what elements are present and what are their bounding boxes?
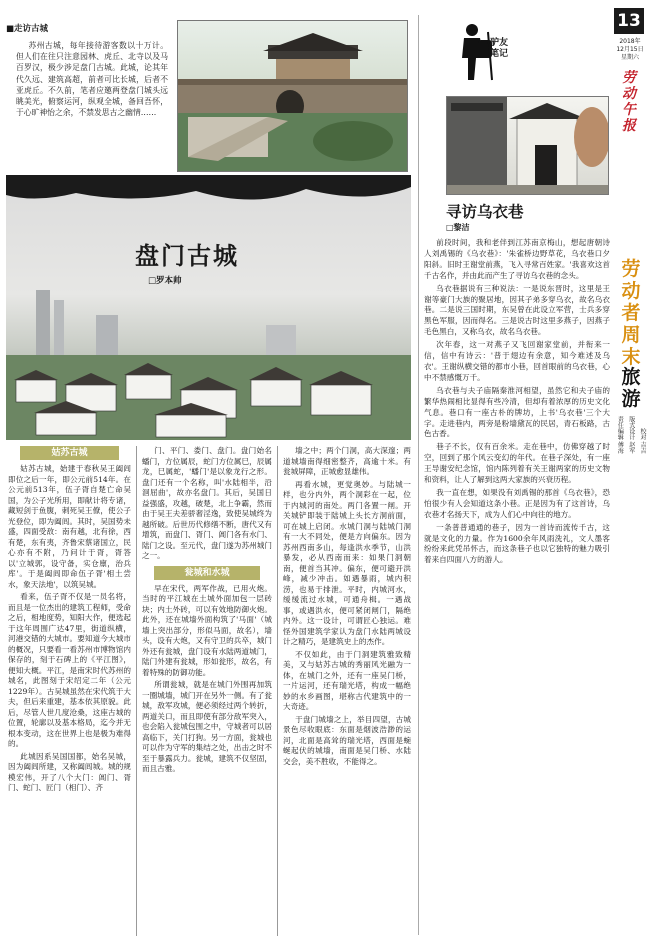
paragraph: 不仅如此，由于门洞建筑雅致精美，又与姑苏古城的秀丽风光融为一体，在城门之外，还有一座吴门桥，一片运河，还有瑞光塔，构成一幅绝妙的水乡画图，堪称古代建筑中的一大奇迹。 xyxy=(283,649,411,711)
paragraph: 乌衣巷与夫子庙隔秦淮河相望，虽然它和夫子庙的繁华热闹相比显得有些冷清，但却有着浓厚的历史文化气息。巷口有一座古朴的牌坊，上书'乌衣巷'三个大字。走进巷内，两旁是粉墙黛瓦的民居，青石板路，古色古香。 xyxy=(424,385,610,439)
hiker-badge xyxy=(456,22,516,92)
paragraph: 次年春，这一对燕子又飞回谢家堂前，并衔来一信，信中有诗云：'普于翅边有余意，知今难述及乌衣'。王谢纵横交错的都市小巷，回首眼前的乌衣巷，心中不禁感慨万千。 xyxy=(424,340,610,382)
column-label-line1: 驴友 xyxy=(490,38,509,48)
paragraph: 我一直在想，如果没有刘禹锡的那首《乌衣巷》，恐怕很少有人会知道这条小巷。正是因为有了这首诗，乌衣巷才名扬天下，成为人们心中向往的地方。 xyxy=(424,487,610,519)
column-label-line2: 笔记 xyxy=(490,49,509,59)
banner-photo xyxy=(6,175,411,440)
paragraph: 于盘门城墙之上，举目四望，古城景色尽收眼底：东面是烟波浩渺的运河，北面是高耸的瑞光塔，西面是蜿蜒起伏的城墙，南面是吴门桥、水陆交会，美不胜收，不能得之。 xyxy=(283,714,411,766)
article-column-1 xyxy=(8,446,131,796)
feature-byline: □罗本帅 xyxy=(148,276,182,286)
paragraph: 再看水城，更觉奥妙。与陆城一样，也分内外，两个洞彩在一起，位于内城河的南处。两门各置一闸。开关城铲即装于陆城上头长方洞前面，可在城上启闭。水城门洞与陆城门洞有一大不同处，便是方向偏东。因为苏州西南多山，每逢洪水季节，山洪暴发，必从西南而来：如果门洞朝南，便首当其冲。偏东，便可避开洪峰，减少冲击。如遇暴雨，城内积涝，也易于排泄。平时，内城河水，缓缓流过水城，可通舟楫。一遇战事，或遇洪水，便可紧闭闸门，隔绝内外。这一设计，可谓匠心独运。难怪外国建筑学家认为盘门水陆两城设计之精巧，是建筑史上的杰作。 xyxy=(283,479,411,646)
date-year: 2018年 xyxy=(619,38,641,45)
paragraph: 此城因系吴国国都，始名吴城，因为阖闾所建，又称阖闾城。城的规模宏伟，开了八个大门：阊门、胥门、蛇门、匠门（相门）、齐 xyxy=(8,751,131,792)
lane-photo xyxy=(446,96,609,195)
square-bullet-icon: ■ xyxy=(6,24,15,34)
subheading-gusu: 姑苏古城 xyxy=(20,446,119,460)
old-town-illustration xyxy=(6,175,411,440)
paragraph: 乌衣巷据说有三种说法：一是说东晋时，这里是王谢等豪门大族的聚居地，因其子弟多穿乌衣，故名乌衣巷。二是说三国时期，东吴曾在此设立军营，士兵多穿黑色军服，因而得名。三是说古时这里多燕子，因燕子毛色黑白，又称乌衣，故名乌衣巷。 xyxy=(424,283,610,337)
credit-design: 版式设计 赵军 xyxy=(627,416,635,454)
column-divider xyxy=(136,446,137,936)
article-column-2 xyxy=(142,446,272,777)
column-divider xyxy=(277,446,278,936)
city-gate-photo xyxy=(177,20,408,172)
paragraph: 巷子不长，仅有百余米。走在巷中，仿佛穿越了时空，回到了那个风云变幻的年代。在巷子深处，有一座王导谢安纪念馆，馆内陈列着有关王谢两家的历史文物和资料，让人了解到这两大家族的兴衰历程。 xyxy=(424,442,610,485)
credit-editor: 责任编辑 傅海 xyxy=(616,416,624,454)
lane-illustration xyxy=(447,97,608,194)
city-gate-illustration xyxy=(178,21,407,171)
page-number: 13 xyxy=(614,8,644,34)
paragraph: 早在宋代，两军作战，已用火炮。当时的平江城在土城外面加包一层砖块；内土外砖，可以有效地防御火炮。此外，还在城墙外面构筑了'马面'（城墙上突出部分，形似马面，故名），墙头，设有大炮，又有守卫的兵卒，城门外还有瓮城，盘门设有水陆两道城门，陆门外建有瓮城，形如瓮形，故名，有着特殊的防御功能。 xyxy=(142,583,272,677)
section-divider xyxy=(418,15,419,935)
paragraph: 所谓瓮城，就是在城门外围再加筑一圈城墙，城门开在另外一侧。有了瓮城，敌军攻城，便必须经过两个转折，两道关口，而且即使有部分敌军突入，也会陷入瓮城包围之中，守城者可以居高临下，关门打狗。另一方面，瓮城也可以作为守军的集结之处，出击之时不至于暴露兵力。瓮城，建筑不仅坚固，而且古雅。 xyxy=(142,680,272,773)
credit-proof: 校对 吉吉 xyxy=(639,428,647,454)
date-day: 12月15日 xyxy=(616,46,644,53)
credits xyxy=(614,416,648,456)
date-weekday: 星期六 xyxy=(620,54,639,61)
travel-title: 寻访乌衣巷 xyxy=(446,203,524,221)
issue-date xyxy=(612,38,648,62)
paragraph: 姑苏古城，始建于春秋吴王阖闾即位之后一年，即公元前514年。在公元前513年，伍子胥自楚亡命吴国，为公子光所用，即献计将专诸，藏短剑于鱼腹，刺死吴王僚，使公子光登位，即为阖闾。其时，吴国势未盛，四面受敌：南有越，北有徐，西有楚，东有夷，齐鲁宋蔡诸国立，民心亦有不附，乃问计于胥，胥答以'立城郭，设守备，实仓廪，治兵库'。于是阖闾即命伍子胥'相土尝水，象天法地'，以筑吴城。 xyxy=(8,464,131,589)
paragraph: 看来，伍子胥不仅是一员名将，而且是一位杰出的建筑工程师，受命之后，相地度势，知阳大作，便选起于这年周围广达47里，街道纵横，河港交错的大城市。要知道今大城市的概况，只要看一看苏州市博物馆内保存的，刻于石碑上的《平江图》，便知大概。平江，是南宋时代苏州的城名，此图刻于宋绍定二年（公元1229年）。古吴城虽然在宋代筑于大夫，但后来重建，基本依其原貌。此后，尽管人世几度沧桑，这座古城的位置，轮廓以及基本格局，迄今并无根本变动，这在世界上也是极为难得的。 xyxy=(8,592,131,748)
travel-body xyxy=(424,238,610,568)
column-tag xyxy=(6,22,166,34)
article-column-3 xyxy=(283,446,411,769)
section-subtitle: 旅游 xyxy=(621,366,641,410)
paragraph: 前段时间，我和老伴到江苏南京梅山，想起唐朝诗人刘禹锡的《乌衣巷》：'朱雀桥边野草花，乌衣巷口夕阳斜。旧时王谢堂前燕，飞入寻常百姓家。'我喜欢这首千古名作，并由此而产生了寻访乌衣巷的念头。 xyxy=(424,238,610,280)
paragraph: 墙之中；两个门洞，高大深邃；两道城墙南得细密整齐，高逾十米。有瓮城屏障，正城愈显雄伟。 xyxy=(283,446,411,476)
paragraph: 一条普普通通的巷子，因为一首诗而流传千古，这就是文化的力量。作为1600余年风雨洗礼，文人墨客纷纷来此凭吊怀古，而这条巷子也以它独特的魅力吸引着来自四面八方的游人。 xyxy=(424,522,610,565)
travel-byline: □黎洁 xyxy=(446,223,470,232)
subheading-wengcheng: 瓮城和水城 xyxy=(154,566,260,580)
intro-paragraph: 苏州古城，每年接待游客数以十万计。但人们在往只注意园林、虎丘、北寺以及马百罗汉，极少涉足盘门古城。此城，论其年代久远、建筑高超，前者可比长城，后者不亚虎丘。不久前，笔者应邀两登盘门城头远眺美光，俯察运河，纵观全城，备回吾怀，于心旷神怡之余，不禁发思古之幽情…… xyxy=(16,41,168,118)
feature-title: 盘门古城 xyxy=(135,241,239,270)
brand-logo: 劳动午报 xyxy=(622,70,636,134)
column-label: 走访古城 xyxy=(14,24,49,34)
section-title: 劳动者周末 xyxy=(621,258,641,368)
paragraph: 门、平门、娄门、盘门。盘门始名蟠门，方位属辰，蛇门方位属巳，辰属龙，巳属蛇，'蟠门'是以象龙行之形。盘门还有一个名称，叫'水陆相半，沿洄屈曲'，故亦名盘门。其后，吴国日益强盛，攻越，破楚，北上争霸，然而由于吴王夫差骄奢淫逸，致使吴城终为越所破。后世历代修缮不断，唐代又有增筑，而盘门、胥门、阊门各有水门、陆门之设。至元代，盘门遂为苏州城门之一。 xyxy=(142,446,272,560)
